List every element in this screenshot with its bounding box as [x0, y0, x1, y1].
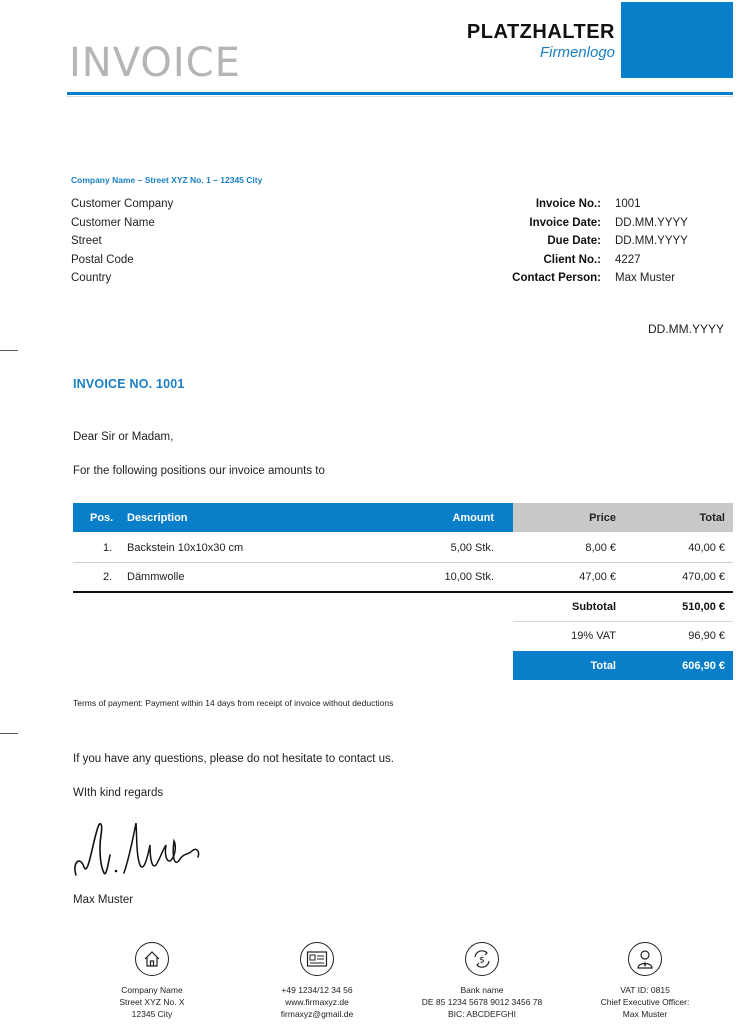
meta-label: Client No.:: [543, 253, 601, 266]
invoice-meta: [460, 195, 738, 288]
document-title: INVOICE: [69, 40, 241, 86]
meta-value: DD.MM.YYYY: [615, 235, 688, 247]
cell-price: 47,00 €: [579, 571, 616, 583]
meta-value: DD.MM.YYYY: [615, 216, 688, 229]
contact-card-icon: [300, 942, 334, 976]
recipient-country: Country: [71, 272, 112, 284]
meta-invoice-no: [460, 195, 738, 214]
footer-company: [62, 942, 242, 1020]
header-divider: [67, 92, 733, 95]
footer-line: 12345 City: [131, 1009, 173, 1019]
footer-line: firmaxyz@gmail.de: [280, 1009, 354, 1019]
meta-value: 1001: [615, 198, 641, 210]
meta-invoice-date: [460, 214, 738, 233]
cell-amount: 10,00 Stk.: [444, 571, 494, 583]
questions-text: If you have any questions, please do not hesitate to contact us.: [73, 753, 394, 765]
meta-label: Due Date:: [547, 235, 601, 247]
vat-value: 96,90 €: [688, 630, 725, 642]
salutation: Dear Sir or Madam,: [73, 431, 174, 443]
cell-description: Dämmwolle: [127, 571, 185, 583]
meta-client-no: [460, 251, 738, 270]
signer-name: Max Muster: [73, 894, 134, 906]
meta-value: Max Muster: [615, 272, 676, 284]
footer-line: BIC: ABCDEFGHI: [447, 1009, 516, 1019]
fold-mark: [0, 350, 18, 351]
logo-text: [440, 20, 615, 62]
subtotal-label: Subtotal: [572, 601, 616, 613]
footer-line: +49 1234/12 34 56: [281, 985, 353, 995]
footer-line: www.firmaxyz.de: [285, 997, 349, 1007]
closing-regards: WIth kind regards: [73, 787, 164, 799]
recipient-name: Customer Name: [71, 216, 155, 229]
handwritten-signature: [70, 815, 210, 887]
header-price: Price: [589, 512, 616, 524]
cell-price: 8,00 €: [585, 542, 616, 554]
meta-due-date: [460, 232, 738, 251]
header-amount: Amount: [452, 512, 494, 524]
recipient-street: Street: [71, 235, 102, 247]
footer-line: Bank name: [460, 985, 504, 995]
fold-mark: [0, 733, 18, 734]
footer-line: Company Name: [121, 985, 183, 995]
logo-sub-text: Firmenlogo: [539, 44, 615, 61]
invoice-heading: INVOICE NO. 1001: [73, 377, 185, 391]
header-total: Total: [699, 512, 725, 524]
vat-row: [513, 621, 733, 650]
svg-text:$: $: [479, 955, 485, 966]
subtotal-value: 510,00 €: [682, 601, 725, 613]
recipient-postal-code: Postal Code: [71, 253, 134, 266]
cell-amount: 5,00 Stk.: [450, 542, 494, 554]
cell-total: 470,00 €: [682, 571, 725, 583]
table-row: [73, 562, 733, 591]
vat-label: 19% VAT: [571, 630, 616, 642]
total-row: [513, 651, 733, 680]
cell-pos: 1.: [103, 542, 113, 554]
footer-line: Street XYZ No. X: [119, 997, 185, 1007]
recipient-address: [71, 195, 173, 288]
logo-placeholder-box: [621, 2, 733, 78]
cell-description: Backstein 10x10x30 cm: [127, 542, 244, 554]
payment-terms: Terms of payment: Payment within 14 days from receipt of invoice without deductions: [73, 698, 394, 708]
intro-text: For the following positions our invoice amounts to: [73, 465, 325, 477]
house-icon: [135, 942, 169, 976]
sender-line: Company Name – Street XYZ No. 1 – 12345 City: [71, 175, 263, 185]
meta-value: 4227: [615, 253, 641, 266]
logo-main-text: PLATZHALTER: [466, 21, 615, 43]
total-value: 606,90 €: [682, 660, 725, 672]
header-pos: Pos.: [90, 512, 114, 524]
cell-pos: 2.: [103, 571, 113, 583]
total-label: Total: [590, 660, 616, 672]
meta-label: Invoice Date:: [529, 216, 601, 229]
money-exchange-icon: [465, 942, 499, 976]
table-row: [73, 533, 733, 562]
footer-bank: [392, 942, 572, 1020]
cell-total: 40,00 €: [688, 542, 725, 554]
meta-contact-person: [460, 269, 738, 288]
footer-line: Max Muster: [622, 1009, 668, 1019]
document-date: DD.MM.YYYY: [647, 322, 724, 336]
header-divider-shadow: [67, 96, 733, 97]
footer-contact: [227, 942, 407, 1020]
recipient-company: Customer Company: [71, 198, 174, 210]
header-description: Description: [127, 512, 188, 524]
footer-management: [555, 942, 735, 1020]
table-header: [73, 503, 733, 532]
footer-line: Chief Executive Officer:: [600, 997, 690, 1007]
meta-label: Contact Person:: [512, 272, 601, 284]
meta-label: Invoice No.:: [535, 198, 601, 210]
subtotal-row: [513, 592, 733, 621]
person-icon: [628, 942, 662, 976]
footer-line: DE 85 1234 5678 9012 3456 78: [421, 997, 543, 1007]
footer-line: VAT ID: 0815: [620, 985, 670, 995]
